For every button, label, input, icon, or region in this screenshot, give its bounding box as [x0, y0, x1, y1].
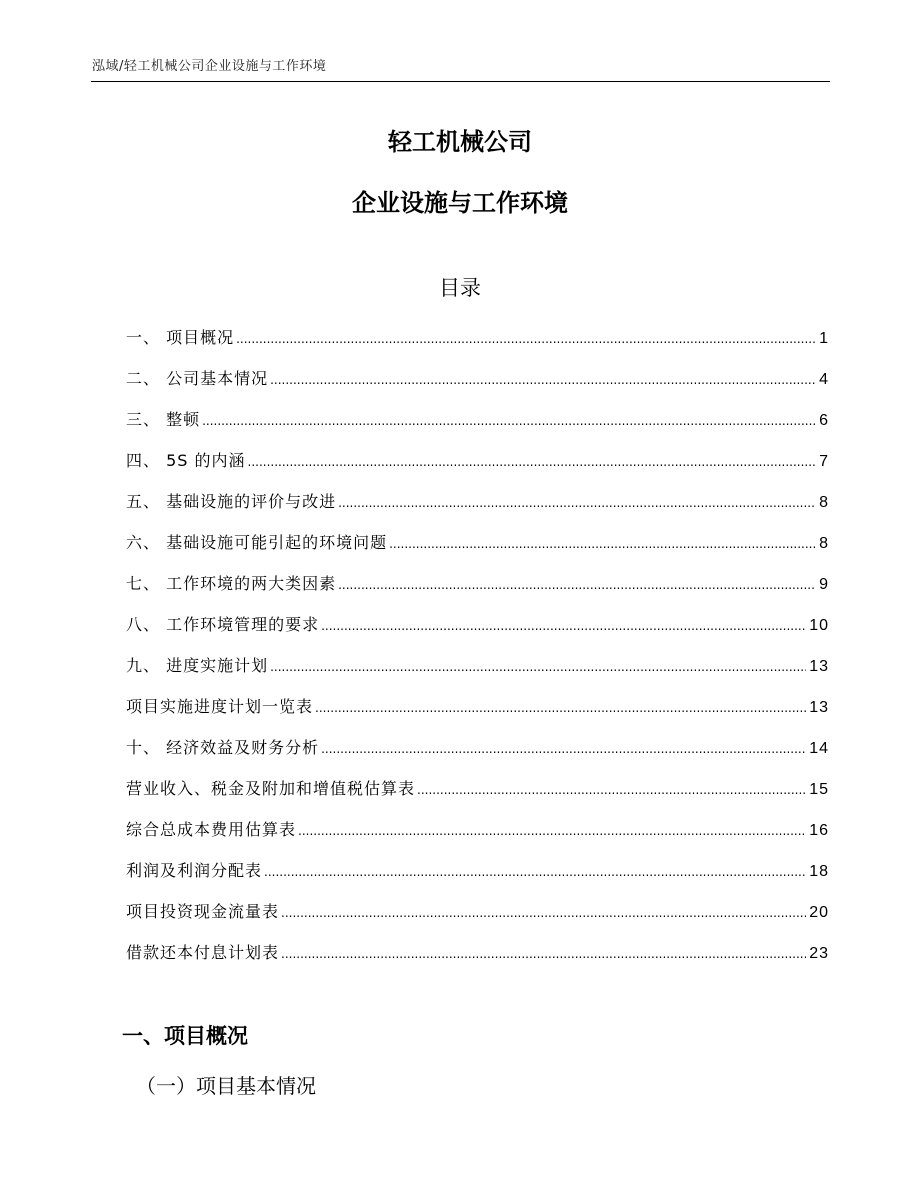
toc-entry-label: 八、 工作环境管理的要求	[126, 615, 320, 634]
toc-entry-page: 13	[809, 658, 829, 675]
toc-entry-label: 六、 基础设施可能引起的环境问题	[126, 533, 388, 552]
toc-entry-page: 8	[819, 494, 829, 511]
toc-leader-dots	[202, 406, 816, 437]
toc-entry-label: 利润及利润分配表	[126, 861, 263, 880]
toc-leader-dots	[389, 529, 816, 560]
toc-entry-label: 营业收入、税金及附加和增值税估算表	[126, 779, 416, 798]
toc-entry-label: 三、 整顿	[126, 410, 201, 429]
toc-entry-label: 四、 5S 的内涵	[126, 451, 246, 470]
toc-leader-dots	[281, 939, 806, 970]
toc-entry[interactable]	[126, 855, 829, 896]
toc-entry-page: 1	[819, 330, 829, 347]
toc-entry-page: 13	[809, 699, 829, 716]
toc-leader-dots	[281, 898, 806, 929]
toc-entry-label: 五、 基础设施的评价与改进	[126, 492, 337, 511]
toc-entry-label: 借款还本付息计划表	[126, 943, 280, 962]
toc-entry-label: 一、 项目概况	[126, 328, 235, 347]
toc-entry[interactable]	[126, 322, 829, 363]
toc-leader-dots	[236, 324, 816, 355]
toc-entry-label: 九、 进度实施计划	[126, 656, 269, 675]
toc-leader-dots	[264, 857, 806, 888]
toc-entry[interactable]	[126, 691, 829, 732]
document-subtitle: 企业设施与工作环境	[352, 189, 568, 217]
subsection-heading: （一）项目基本情况	[136, 1074, 316, 1098]
toc-entry-page: 8	[819, 535, 829, 552]
toc-entry-label: 项目投资现金流量表	[126, 902, 280, 921]
toc-entry[interactable]	[126, 568, 829, 609]
toc-entry-label: 二、 公司基本情况	[126, 369, 269, 388]
toc-leader-dots	[315, 693, 806, 724]
toc-leader-dots	[248, 447, 817, 478]
toc-entry-label: 项目实施进度计划一览表	[126, 697, 314, 716]
toc-entry-label: 综合总成本费用估算表	[126, 820, 297, 839]
table-of-contents	[126, 322, 829, 978]
toc-entry-page: 16	[809, 822, 829, 839]
toc-heading: 目录	[439, 276, 481, 300]
toc-entry-page: 15	[809, 781, 829, 798]
document-title: 轻工机械公司	[388, 128, 532, 156]
toc-entry-page: 18	[809, 863, 829, 880]
toc-entry-label: 十、 经济效益及财务分析	[126, 738, 320, 757]
toc-entry-page: 9	[819, 576, 829, 593]
toc-entry[interactable]	[126, 814, 829, 855]
toc-leader-dots	[338, 570, 816, 601]
toc-leader-dots	[321, 734, 806, 765]
toc-entry[interactable]	[126, 486, 829, 527]
toc-entry[interactable]	[126, 527, 829, 568]
section-heading: 一、项目概况	[122, 1024, 248, 1048]
toc-entry-page: 20	[809, 904, 829, 921]
toc-entry-page: 10	[809, 617, 829, 634]
toc-entry-page: 23	[809, 945, 829, 962]
running-header: 泓域/轻工机械公司企业设施与工作环境	[92, 59, 327, 74]
toc-leader-dots	[270, 652, 806, 683]
toc-entry-page: 4	[819, 371, 829, 388]
toc-entry[interactable]	[126, 609, 829, 650]
toc-entry[interactable]	[126, 650, 829, 691]
toc-entry-page: 14	[809, 740, 829, 757]
toc-leader-dots	[270, 365, 816, 396]
toc-leader-dots	[417, 775, 806, 806]
toc-leader-dots	[338, 488, 816, 519]
toc-leader-dots	[321, 611, 806, 642]
toc-entry-page: 6	[819, 412, 829, 429]
toc-entry-label: 七、 工作环境的两大类因素	[126, 574, 337, 593]
toc-entry[interactable]	[126, 732, 829, 773]
toc-entry[interactable]	[126, 404, 829, 445]
toc-entry[interactable]	[126, 773, 829, 814]
header-rule	[91, 81, 830, 82]
toc-entry[interactable]	[126, 363, 829, 404]
toc-entry-page: 7	[819, 453, 829, 470]
toc-entry[interactable]	[126, 896, 829, 937]
toc-entry[interactable]	[126, 445, 829, 486]
toc-entry[interactable]	[126, 937, 829, 978]
toc-leader-dots	[298, 816, 806, 847]
